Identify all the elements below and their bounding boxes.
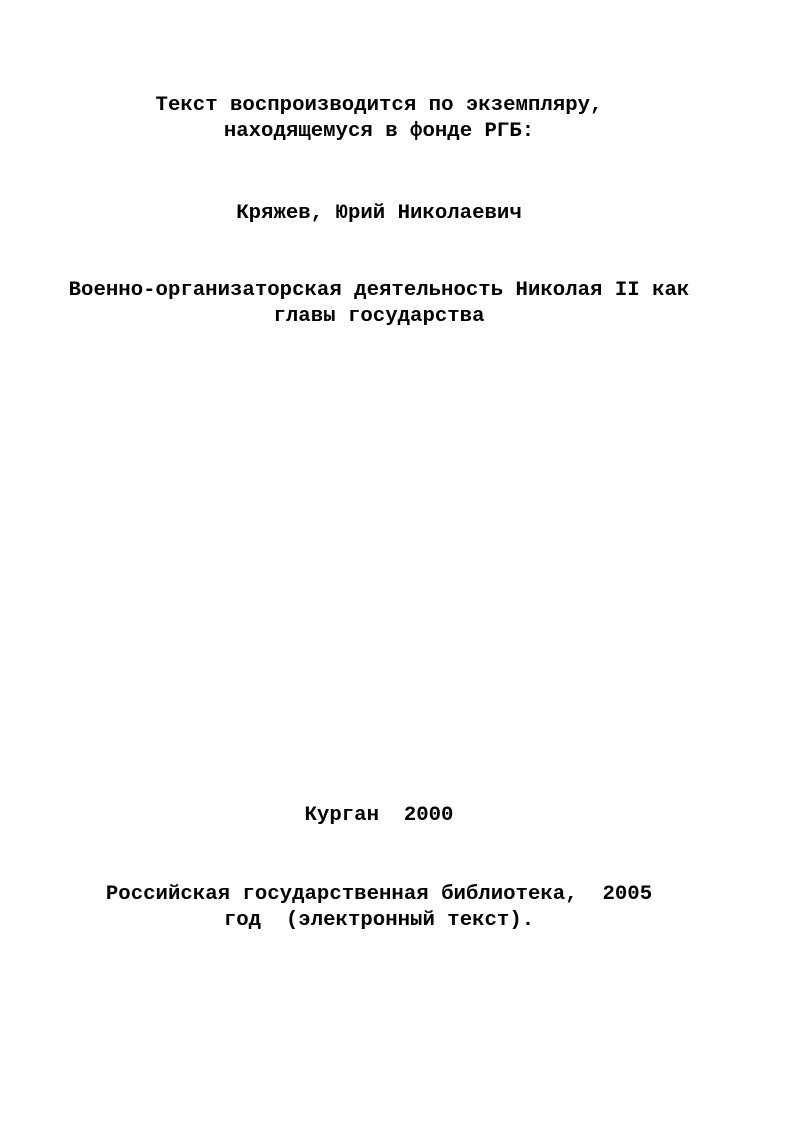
source-note-line-1: Текст воспроизводится по экземпляру, [155, 94, 603, 117]
title-line-1: Военно-организаторская деятельность Николая II как [68, 279, 690, 302]
imprint: Курган 2000 [304, 804, 454, 827]
source-note-line-2: находящемуся в фонде РГБ: [223, 120, 535, 143]
publisher-note-line-1: Российская государственная библиотека, 2005 [105, 883, 653, 906]
author: Кряжев, Юрий Николаевич [236, 202, 522, 225]
publisher-note-line-2: год (электронный текст). [223, 909, 535, 932]
title-line-2: главы государства [273, 305, 485, 328]
